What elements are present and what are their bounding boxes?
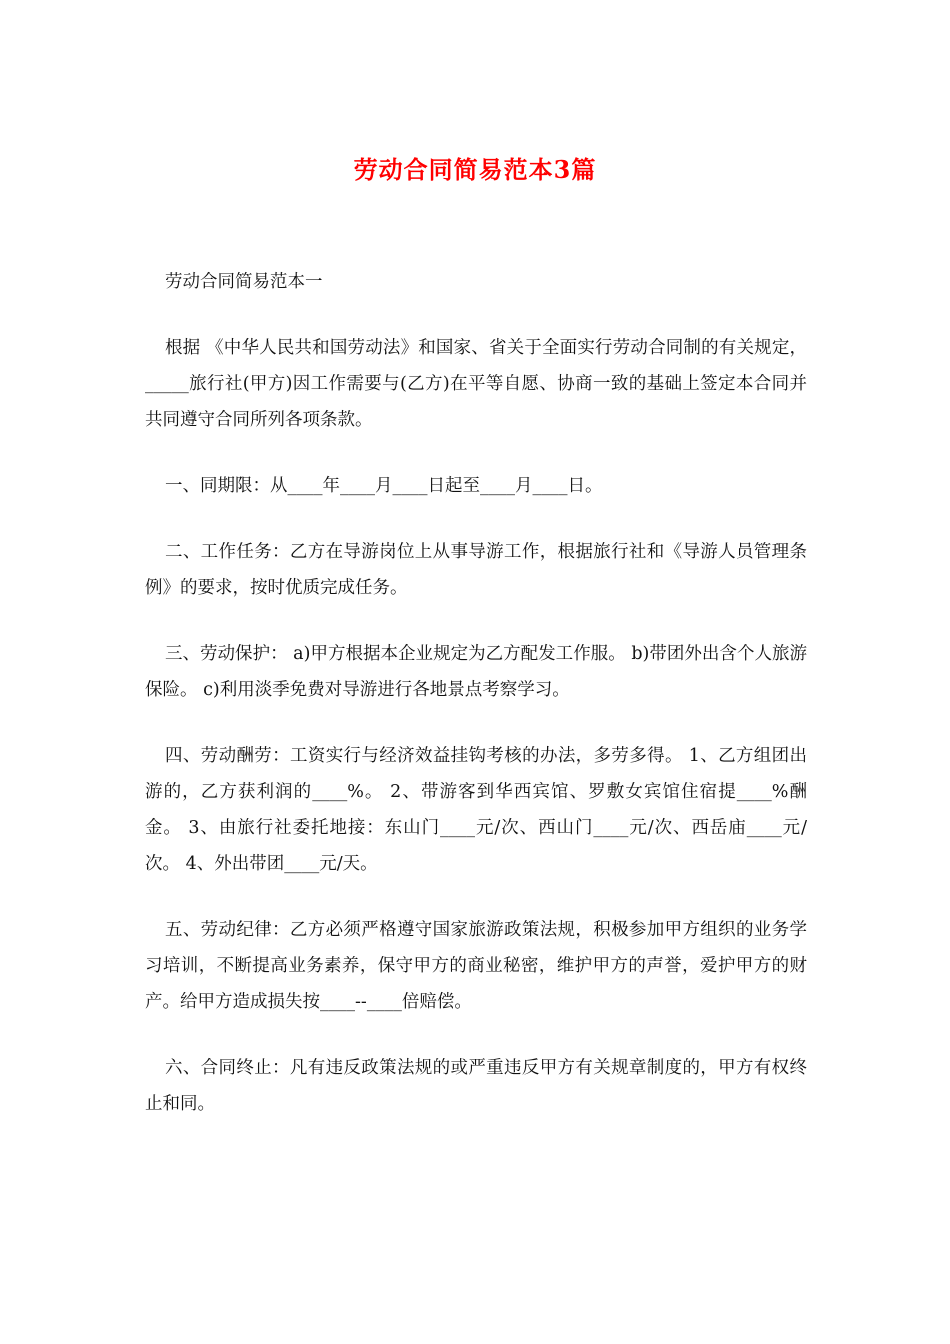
paragraph-intro: 根据 《中华人民共和国劳动法》和国家、省关于全面实行劳动合同制的有关规定，_____旅行社(甲方)因工作需要与(乙方)在平等自愿、协商一致的基础上签定本合同并共同遵守合同所列各项条款。 xyxy=(145,338,807,430)
paragraph-termination: 六、合同终止：凡有违反政策法规的或严重违反甲方有关规章制度的，甲方有权终止和同。 xyxy=(145,1058,807,1114)
paragraph-term: 一、同期限：从____年____月____日起至____月____日。 xyxy=(165,476,603,496)
paragraph-work-task: 二、工作任务：乙方在导游岗位上从事导游工作，根据旅行社和《导游人员管理条例》的要求，按时优质完成任务。 xyxy=(145,542,807,598)
paragraph-labor-protection: 三、劳动保护： a)甲方根据本企业规定为乙方配发工作服。 b)带团外出含个人旅游保险。 c)利用淡季免费对导游进行各地景点考察学习。 xyxy=(145,644,807,700)
document-title: 劳动合同简易范本3篇 xyxy=(353,155,597,184)
paragraph-remuneration: 四、劳动酬劳：工资实行与经济效益挂钩考核的办法，多劳多得。 1、乙方组团出游的，乙方获利润的____%。 2、带游客到华西宾馆、罗敷女宾馆住宿提____%酬金。 3、由旅行社委托地接：东山门____元/次、西山门____元/次、西岳庙____元/次。 4、外出带团____元/天。 xyxy=(145,746,807,874)
section-heading: 劳动合同简易范本一 xyxy=(165,272,323,292)
document-body xyxy=(145,264,807,1122)
paragraph-discipline: 五、劳动纪律：乙方必须严格遵守国家旅游政策法规，积极参加甲方组织的业务学习培训，不断提高业务素养，保守甲方的商业秘密，维护甲方的声誉，爱护甲方的财产。给甲方造成损失按____--____倍赔偿。 xyxy=(145,920,807,1012)
